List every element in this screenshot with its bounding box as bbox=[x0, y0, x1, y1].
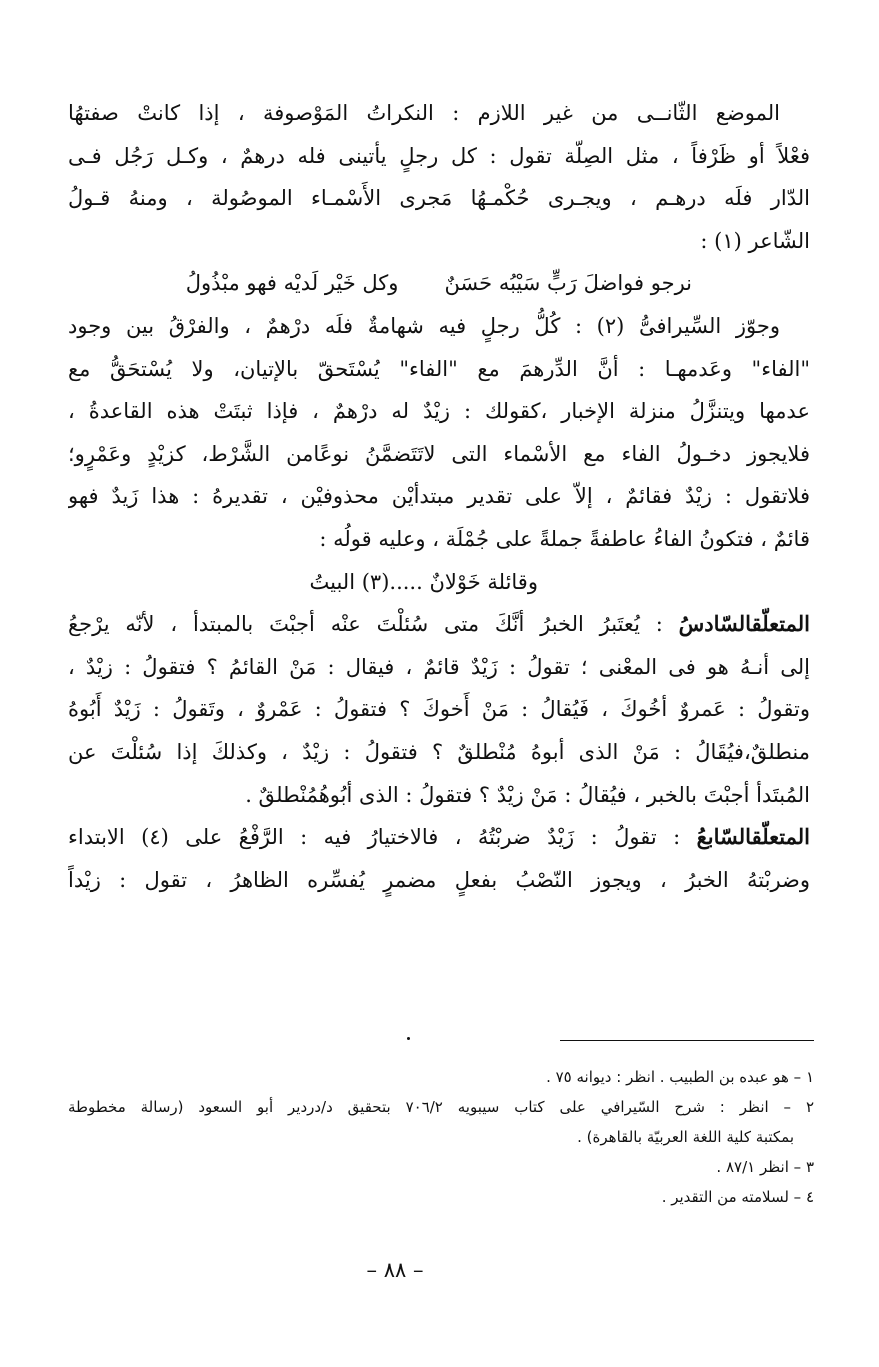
section-term-seventh: المتعلّقالسّابعُ bbox=[696, 824, 810, 850]
page-number: – ٨٨ – bbox=[366, 1258, 424, 1282]
footnote-1: ١ – هو عبده بن الطبيب . انظر : ديوانه ٧٥ . bbox=[546, 1068, 814, 1086]
poetry-verse-citation: وقائلة خَوْلانٌ .....(٣) البيتُ bbox=[309, 569, 538, 594]
footnote-3: ٣ – انظر ٨٧/١ . bbox=[716, 1158, 814, 1176]
verse-second-hemistich: وكل خَيْر لَديْه فهو مبْذُولُ bbox=[185, 271, 399, 296]
paragraph-line: فلايجوز دخـولُ الفاء مع الأسْماء التى لاتَتَضمَّنُ نوعًامن الشَّرْط، كزيْدٍ وعَمْرٍو؛ bbox=[68, 441, 810, 466]
paragraph-line: قائمٌ ، فتكونُ الفاءُ عاطفةً جملةً على جُمْلَة ، وعليه قولُه : bbox=[319, 526, 810, 551]
main-text bbox=[68, 92, 810, 901]
section-seventh-heading-line bbox=[68, 816, 810, 859]
section-sixth-heading-line bbox=[68, 603, 810, 646]
footnote-4: ٤ – لسلامته من التقدير . bbox=[661, 1188, 814, 1206]
paragraph-line: الموضع الثّانــى من غير اللازم : النكراتُ المَوْصوفة ، إذا كانتْ صفتهُا bbox=[68, 101, 780, 125]
paragraph-line: وضربْتهُ الخبرُ ، ويجوز النّصْبُ بفعلٍ مضمرٍ يُفسِّره الظاهرُ ، تقول : زيْداً bbox=[68, 867, 810, 892]
section-sixth-text: : يُعتَبرُ الخبرُ أنَّكَ متى سُئلْتَ عنْه أجبْتَ بالمبتدأ ، لأنّه يرْجعُ bbox=[68, 612, 679, 637]
footnote-separator bbox=[560, 1040, 814, 1041]
paragraph-line: "الفاء" وعَدمهـا : أنَّ الدِّرهمَ مع "الفاء" يُسْتَحقّ بالإتيان، ولا يُسْتحَقُّ مع bbox=[68, 356, 810, 381]
paragraph-line: المُبتَدأ أجبْتَ بالخبر ، فيُقالُ : مَنْ زيْدٌ ؟ فتقولُ : الذى أبُوهُمُنْطلقٌ . bbox=[245, 782, 810, 807]
stray-mark bbox=[407, 1037, 410, 1040]
paragraph-line: وجوّز السِّيرافىُّ (٢) : كُلُّ رجلٍ فيه شهامةٌ فلَه درْهمٌ ، والفرْقُ بين وجود bbox=[68, 313, 780, 338]
paragraph-line: فلاتقول : زيْدٌ فقائمٌ ، إلاّ على تقدير مبتدأيْن محذوفيْن ، تقديرهُ : هذا زَيدٌ فهو bbox=[68, 484, 810, 509]
footnote-2: ٢ – انظر : شرح السّيرافي على كتاب سيبويه ٧٠٦/٢ بتحقيق د/دردير أبو السعود (رسالة مخطوطة bbox=[68, 1098, 814, 1116]
footnotes bbox=[68, 1062, 814, 1212]
section-term-sixth: المتعلّقالسّادسُ bbox=[678, 611, 810, 637]
paragraph-line: إلى أنـهُ هو فى المعْنى ؛ تقولُ : زَيْدٌ قائمٌ ، فيقال : مَنْ القائمُ ؟ فتقولُ : زيْدٌ ، bbox=[68, 654, 810, 679]
footnote-2-continued: بمكتبة كلية اللغة العربيّة بالقاهرة) . bbox=[577, 1128, 794, 1146]
poetry-verse bbox=[68, 262, 810, 305]
section-seventh-text: : تقولُ : زَيْدٌ ضربْتُهُ ، فالاختيارُ فيه : الرَّفْعُ على (٤) الابتداء bbox=[68, 825, 697, 850]
paragraph-line: الدّار فلَه درهـم ، ويجـرى حُكْمـهُا مَجرى الأَسْمـاء الموصُولة ، ومنهُ قـولُ bbox=[68, 186, 810, 211]
paragraph-line: الشّاعر (١) : bbox=[700, 228, 810, 253]
verse-first-hemistich: نرجو فواضلَ رَبٍّ سَيْبُه حَسَنٌ bbox=[444, 271, 692, 296]
paragraph-line: وتقولُ : عَمروٌ أخُوكَ ، فَيُقالُ : مَنْ أَخوكَ ؟ فتقولُ : عَمْروٌ ، وتَقولُ : زَيْدٌ أَبُوهُ bbox=[68, 697, 810, 722]
paragraph-line: منطلقٌ،فيُقَالُ : مَنْ الذى أبوهُ مُنْطلقٌ ؟ فتقولُ : زيْدٌ ، وكذلكَ إذا سُئلْتَ عن bbox=[68, 739, 810, 764]
paragraph-line: عدمها ويتنزَّلُ منزلة الإخبار ،كقولك : زيْدٌ له درْهمٌ ، فإذا ثبتَتْ هذه القاعدةُ ، bbox=[68, 399, 810, 424]
paragraph-line: فعْلاً أو ظَرْفاً ، مثل الصِلّة تقول : كل رجلٍ يأتينى فله درهمٌ ، وكـل رَجُل فـى bbox=[68, 143, 810, 168]
